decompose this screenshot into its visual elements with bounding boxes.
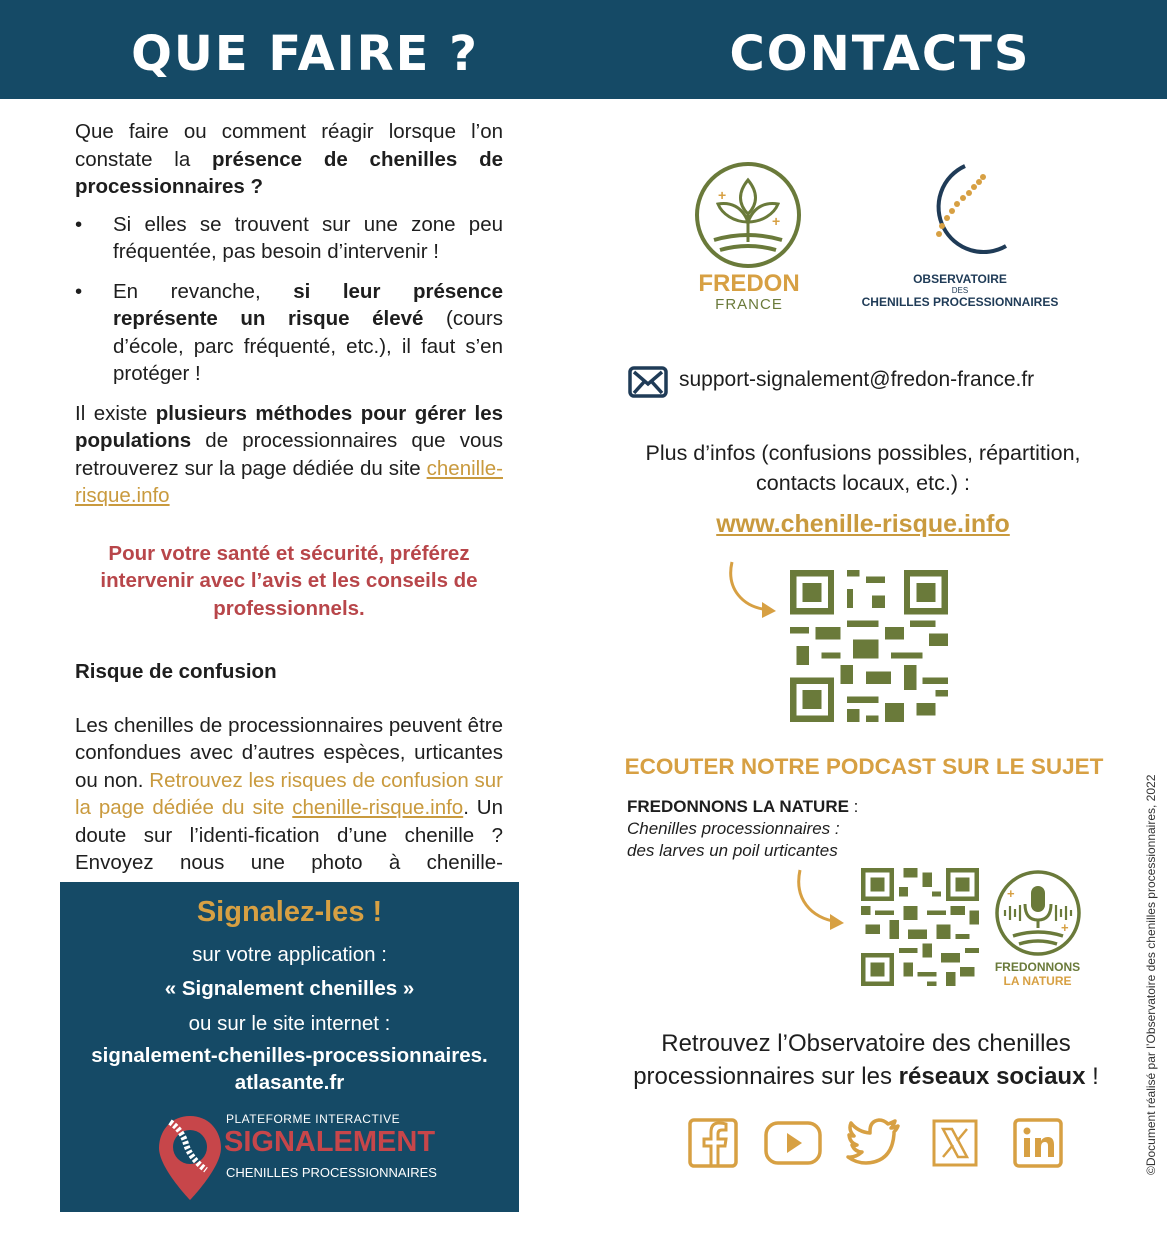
intro-text: Que faire ou comment réagir lorsque l’on constate la xyxy=(75,120,503,171)
confusion-gold-text: Retrouvez les risques de confusion sur la page dédiée du site xyxy=(75,768,503,819)
list-item xyxy=(75,278,503,388)
arrow-icon xyxy=(722,558,782,620)
bullet2-bold: si leur présence représente un risque élevé xyxy=(113,279,503,330)
signal-line-app: sur votre application : xyxy=(192,943,387,966)
intro-paragraph xyxy=(75,118,503,201)
left-column xyxy=(75,118,503,914)
arrow-icon xyxy=(790,866,850,932)
partner-logos xyxy=(690,160,1080,270)
obs-line2: CHENILLES PROCESSIONNAIRES xyxy=(861,295,1059,309)
podcast-episode xyxy=(627,818,840,862)
confusion-paragraph xyxy=(75,712,503,905)
observatoire-logo-icon xyxy=(936,166,1006,252)
list-item xyxy=(75,211,503,266)
social-text-end: ! xyxy=(1085,1063,1099,1090)
safety-warning: Pour votre santé et sécurité, préférez intervenir avec l’avis et les conseils de professionnels. xyxy=(100,541,478,620)
signalez-box xyxy=(60,882,519,1212)
confusion-link[interactable]: chenille-risque.info xyxy=(292,796,464,819)
qr-code-podcast-icon[interactable] xyxy=(861,868,979,986)
email-address[interactable]: support-signalement@fredon-france.fr xyxy=(679,368,1035,391)
twitter-icon[interactable] xyxy=(846,1118,902,1168)
signal-site-url[interactable]: signalement-chenilles-processionnaires. xyxy=(91,1044,488,1067)
signalement-logo xyxy=(156,1108,456,1198)
copyright-note: ©Document réalisé par l’Observatoire des chenilles processionnaires, 2022 xyxy=(1144,774,1158,1175)
bullet2-text-end: (cours d’école, parc fréquenté, etc.), il faut s’en protéger ! xyxy=(113,307,503,385)
signal-app-name: « Signalement chenilles » xyxy=(164,977,415,1000)
social-text-start: Retrouvez l’Observatoire des chenilles processionnaires sur les xyxy=(633,1030,1071,1090)
obs-line1: OBSERVATOIRE xyxy=(913,272,1007,286)
bullet2-text: En revanche, xyxy=(113,279,294,303)
site-link[interactable]: www.chenille-risque.info xyxy=(716,510,1010,538)
advice-list xyxy=(75,211,503,388)
podcast-title: ECOUTER NOTRE PODCAST SUR LE SUJET xyxy=(624,754,1104,779)
logo-top-text: PLATEFORME INTERACTIVE xyxy=(226,1112,401,1126)
chenille-risque-link[interactable]: chenille-risque.info xyxy=(75,456,503,507)
podcast-sub1: Chenilles processionnaires : xyxy=(627,819,840,838)
que-faire-title: QUE FAIRE ? xyxy=(131,26,479,82)
signal-site-url-end[interactable]: atlasante.fr xyxy=(234,1071,345,1094)
more-info-text: Plus d’infos (confusions possibles, répartition, contacts locaux, etc.) : xyxy=(645,441,1081,495)
social-text xyxy=(612,1027,1120,1093)
svg-text:+: + xyxy=(772,213,781,229)
signalez-title: Signalez-les ! xyxy=(196,896,383,928)
fredon-logo-text xyxy=(690,271,808,313)
fredon-logo-icon xyxy=(697,164,799,266)
podcast-name xyxy=(627,797,858,817)
fredon-name: FREDON xyxy=(698,270,800,297)
signal-line-site: ou sur le site internet : xyxy=(188,1012,391,1035)
contacts-title: CONTACTS xyxy=(729,26,1031,82)
podcast-logo-text xyxy=(985,960,1090,988)
social-text-bold: réseaux sociaux xyxy=(898,1063,1086,1090)
confusion-text-end: . Un doute sur l’identi-fication d’une chenille ? Envoyez nous une photo à chenille- xyxy=(75,796,503,874)
logo-bottom-text: CHENILLES PROCESSIONNAIRES xyxy=(226,1165,437,1180)
header-bar xyxy=(0,0,1167,99)
podcast-colon: : xyxy=(848,797,859,816)
svg-text:+: + xyxy=(1007,886,1015,901)
x-icon[interactable] xyxy=(932,1118,978,1168)
methods-paragraph xyxy=(75,400,503,510)
podcast-logo-line2: LA NATURE xyxy=(1003,974,1072,988)
qr-code-site-icon[interactable] xyxy=(790,570,948,722)
obs-des: DES xyxy=(951,286,969,295)
podcast-name-bold: FREDONNONS LA NATURE xyxy=(627,797,849,816)
methods-text: Il existe xyxy=(75,401,156,425)
logo-main-text: SIGNALEMENT xyxy=(224,1126,436,1158)
youtube-icon[interactable] xyxy=(763,1118,823,1168)
podcast-sub2: des larves un poil urticantes xyxy=(627,841,838,860)
intro-bold: présence de chenilles de processionnaires ? xyxy=(75,147,503,198)
fredon-country: FRANCE xyxy=(715,296,783,313)
methods-bold: plusieurs méthodes pour gérer les populations xyxy=(75,401,503,452)
svg-text:+: + xyxy=(1061,920,1069,935)
linkedin-icon[interactable] xyxy=(1013,1118,1063,1168)
confusion-text: Les chenilles de processionnaires peuvent être confondues avec d’autres espèces, urticantes ou non. xyxy=(75,713,503,792)
podcast-logo-line1: FREDONNONS xyxy=(994,960,1081,974)
confusion-heading: Risque de confusion xyxy=(75,660,277,683)
methods-text-end: de processionnaires que vous retrouverez sur la page dédiée du site xyxy=(75,429,503,480)
envelope-icon xyxy=(628,366,668,398)
bullet1-text: Si elles se trouvent sur une zone peu fréquentée, pas besoin d’intervenir ! xyxy=(113,212,503,263)
facebook-icon[interactable] xyxy=(688,1118,738,1168)
podcast-logo-icon xyxy=(993,870,1083,958)
email-row[interactable] xyxy=(628,366,1128,398)
observatoire-logo-text xyxy=(855,272,1065,309)
svg-text:+: + xyxy=(718,187,727,203)
